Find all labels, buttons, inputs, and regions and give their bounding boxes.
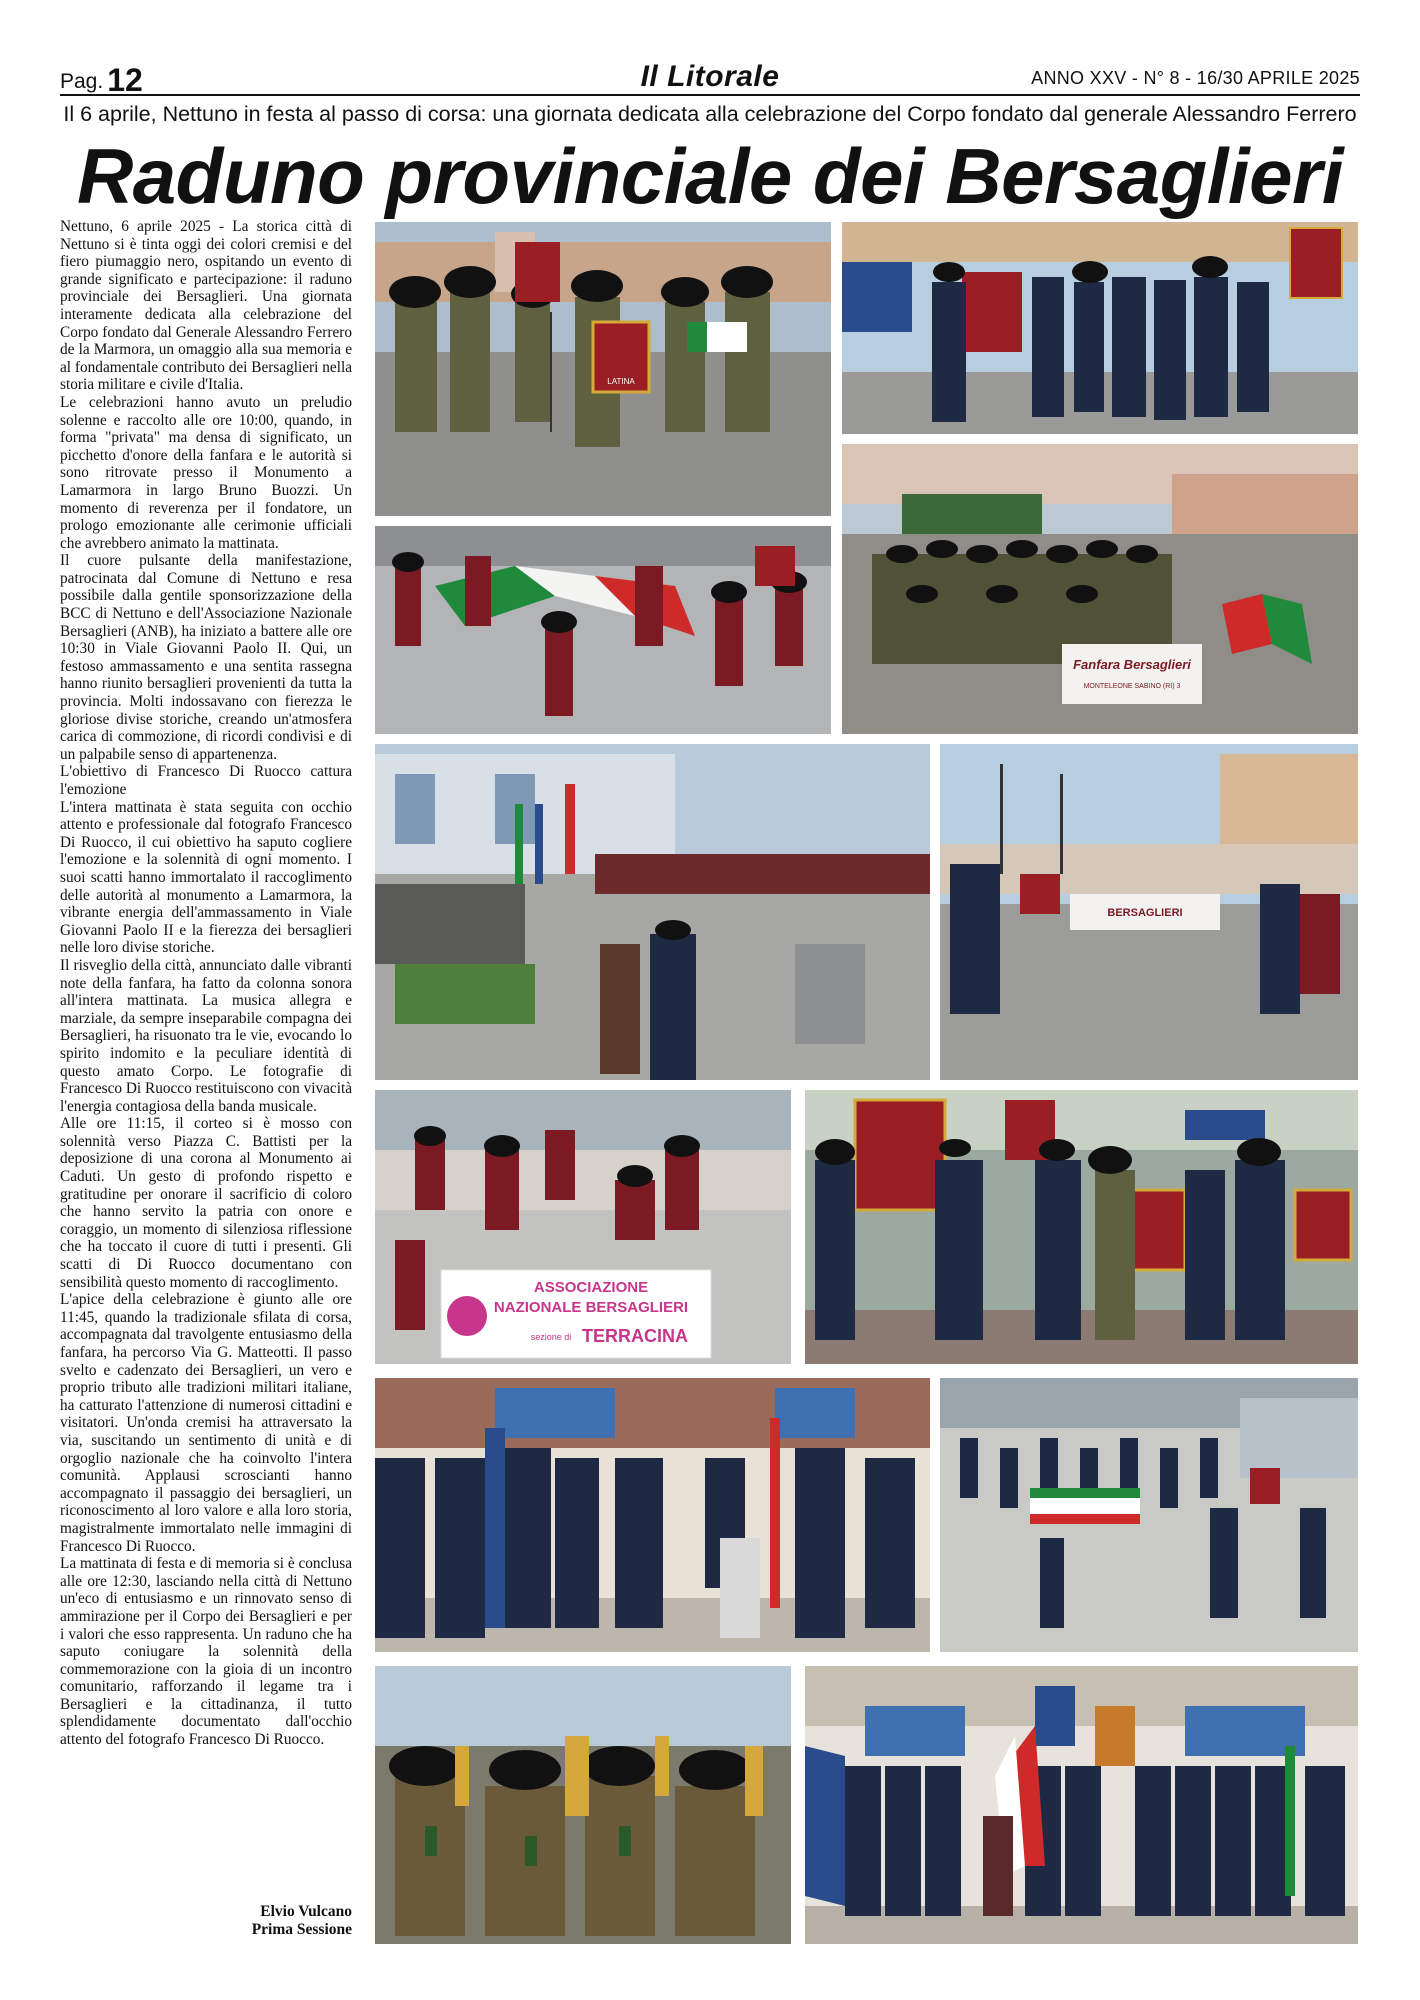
article-body [60,218,352,1749]
author-note: Prima Sessione [251,1921,352,1938]
photo-fanfara-band [842,444,1358,734]
article-paragraph: Il risveglio della città, annunciato dalle vibranti note della fanfara, ha fatto da colonna sonora all'intera mattinata. La musica allegra e marziale, da sempre inseparabile compagna dei Bersaglieri, ha risuonato tra le vie, evocando lo spirito indomito e la peculiare identità di questo amato Corpo. Le fotografie di Francesco Di Ruocco restituiscono con vivacità l'energia contagiosa della banda musicale. [60,956,352,1115]
article-paragraph: L'intera mattinata è stata seguita con occhio attento e professionale dal fotografo Francesco Di Ruocco, il cui obiettivo ha saputo cogliere l'emozione e la solennità di ogni momento. I suoi scatti hanno immortalato il raccoglimento delle autorità al monumento a Lamarmora, la vibrante energia dell'ammassamento in Viale Giovanni Paolo II e la fierezza dei bersaglieri nelle loro divise storiche. [60,798,352,957]
banner-latina-text: LATINA [607,377,635,386]
banner-anb-line3-pre: sezione di [530,1332,572,1342]
banner-anb-line3: TERRACINA [582,1326,688,1346]
masthead: Il Litorale [640,60,780,93]
banner-fanfara-text: Fanfara Bersaglieri [1073,657,1191,672]
subheadline: Il 6 aprile, Nettuno in festa al passo di corsa: una giornata dedicata alla celebrazione del Corpo fondato dal generale Alessandro Ferrero [63,102,1357,126]
banner-fanfara-sub: MONTELEONE SABINO (RI) 3 [1083,683,1181,690]
article-paragraph: La mattinata di festa e di memoria si è conclusa alle ore 12:30, lasciando nella città di Nettuno un'eco di entusiasmo e un rinnovato senso di ammirazione per il Corpo dei Bersaglieri e per i valori che esso rappresenta. Un raduno che ha saputo coniugare la solennità della commemorazione con la gioia di un incontro comunitario, rafforzando il legame tra i Bersaglieri e la cittadinanza, il tutto splendidamente documentato dall'occhio attento del fotografo Francesco Di Ruocco. [60,1555,352,1749]
author-signature [60,1903,352,1939]
author-name: Elvio Vulcano [260,1903,352,1920]
banner-bersaglieri-text: BERSAGLIERI [1107,907,1183,919]
page-number-label: Pag. 12 [60,62,143,98]
article-paragraph: Il cuore pulsante della manifestazione, patrocinata dal Comune di Nettuno e resa possibile dalla gentile sponsorizzazione della BCC di Nettuno e dell'Associazione Nazionale Bersaglieri (ANB), ha iniziato a battere alle ore 10:30 in Viale Giovanni Paolo II. Qui, un festoso ammassamento e una sentita rassegna hanno riunito bersaglieri provenienti da tutta la provincia. Molti indossavano con fierezza le gloriose divise storiche, creando un'atmosfera carica di commozione, di ricordi condivisi e di un palpabile senso di appartenenza. [60,552,352,763]
article-subheading: L'obiettivo di Francesco Di Ruocco cattura l'emozione [60,763,352,798]
photo-street-march-banner [940,744,1358,1080]
photo-brass-players [375,1666,791,1944]
page-header [60,62,1360,96]
photo-group-with-banners [805,1090,1358,1364]
article-paragraph: Le celebrazioni hanno avuto un preludio solenne e raccolto alle ore 10:00, quando, in forma "privata" ma densa di significato, un picchetto d'onore della fanfara e le autorità si sono ritrovate presso il Monumento a Lamarmora in largo Bruno Buozzi. Un momento di reverenza per il fondatore, un prologo emozionante alle cerimonie ufficiali che avrebbero animato la mattinata. [60,393,352,552]
issue-info: ANNO XXV - N° 8 - 16/30 APRILE 2025 [1031,68,1360,88]
photo-veterans-group [375,1378,930,1652]
headline: Raduno provinciale dei Bersaglieri [76,132,1344,220]
article-paragraph: Nettuno, 6 aprile 2025 - La storica città di Nettuno si è tinta oggi dei colori cremisi e del fiero piumaggio nero, ospitando un evento di grande significato e partecipazione: il raduno provinciale dei Bersaglieri. Una giornata interamente dedicata alla celebrazione del Corpo fondato dal Generale Alessandro Ferrero de la Marmora, un omaggio alla sua memoria e al fondamentale contributo dei Bersaglieri nella storia militare e civile d'Italia. [60,218,352,394]
photo-anb-terracina-banner [375,1090,791,1364]
photo-march-latina-banner [375,222,831,516]
photo-tricolor-flag-march [375,526,831,734]
article-paragraph: Alle ore 11:15, il corteo si è mosso con solennità verso Piazza C. Battisti per la deposizione di una corona al Monumento ai Caduti. Un gesto di profondo rispetto e gratitudine per onorare il sacrificio di coloro che hanno servito la patria con onore e coraggio, un momento di silenziosa riflessione che ha toccato il cuore di tutti i presenti. Gli scatti di Di Ruocco documentano con sensibilità questo momento di raccoglimento. [60,1115,352,1291]
photo-running-march [940,1378,1358,1652]
banner-anb-line1: ASSOCIAZIONE [533,1279,649,1296]
photo-final-group [805,1666,1358,1944]
banner-anb-line2: NAZIONALE BERSAGLIERI [493,1299,689,1316]
article-paragraph: L'apice della celebrazione è giunto alle ore 11:45, quando la tradizionale sfilata di corsa, accompagnata dal travolgente entusiasmo della fanfara, ha percorso Via G. Matteotti. Il passo svelto e cadenzato dei Bersaglieri, un vero e proprio tributo alle tradizioni militari italiane, ha catturato l'attenzione di numerosi cittadini e visitatori. Un'onda cremisi ha attraversato la via, suscitando un sentimento di unità e di orgoglio nazionale che ha coinvolto l'intera comunità. Applausi scroscianti hanno accompagnato il passaggio dei bersaglieri, un riconoscimento al loro valore e alla loro storia, magistralmente immortalato nelle immagini di Francesco Di Ruocco. [60,1291,352,1555]
photo-monument-ceremony [375,744,930,1080]
photo-authorities-banners [842,222,1358,434]
page-number: 12 [107,62,143,98]
